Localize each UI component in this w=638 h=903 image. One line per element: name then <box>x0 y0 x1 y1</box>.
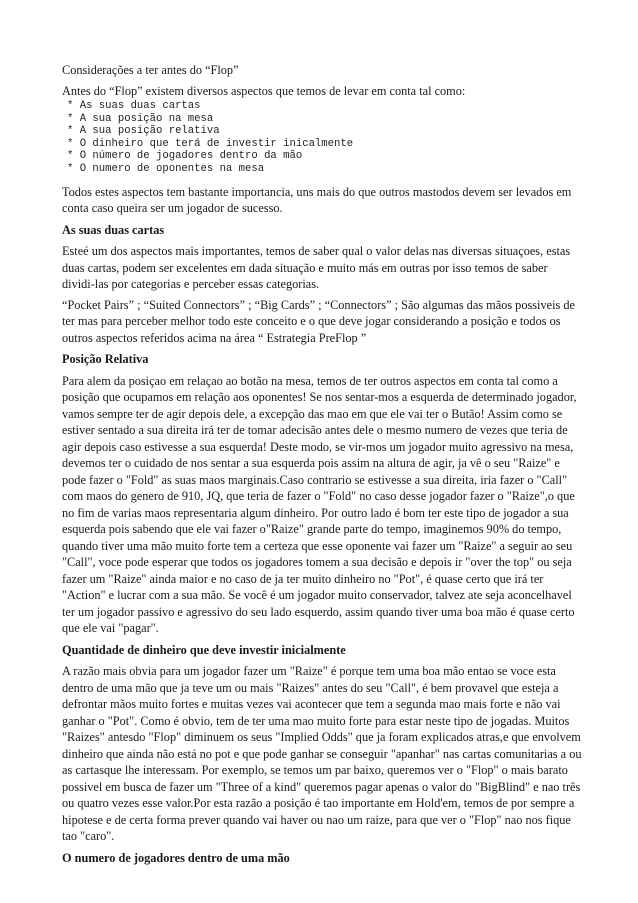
list-item: * As suas duas cartas <box>67 100 201 112</box>
list-item: * A sua posição relativa <box>67 125 220 138</box>
aspects-paragraph: Todos estes aspectos tem bastante importancia, uns mais do que outros mastodos devem ser levados em conta caso queira ser um jogador de sucesso. <box>62 184 572 216</box>
heading-relative-position: Posição Relativa <box>62 352 149 367</box>
cards-paragraph-1: Esteé um dos aspectos mais importantes, temos de saber qual o valor delas nas diversas situaçoes, estas duas cartas, podem ser excelentes em dada situação e muito más em outras por isso temos de saber dividi-las por categorias e perceber essas categorias. <box>62 244 571 292</box>
list-item: * O número de jogadores dentro da mão <box>67 150 303 163</box>
document-page <box>62 62 582 871</box>
aspects-list <box>67 100 582 176</box>
list-item: * O numero de oponentes na mesa <box>67 162 265 175</box>
list-item: * O dinheiro que terá de investir inicalmente <box>67 137 354 150</box>
document-title: Considerações a ter antes do “Flop” <box>62 63 239 77</box>
cards-paragraph-2: “Pocket Pairs” ; “Suited Connectors” ; “Big Cards” ; “Connectors” ; São algumas das mãos possiveis de ter mas para perceber melhor todo este conceito e o que deve jogar considerando a posição e todos os outros aspectos referidos acima na área “ Estrategia PreFlop ” <box>62 297 575 345</box>
heading-money: Quantidade de dinheiro que deve investir inicialmente <box>62 642 346 657</box>
intro-paragraph: Antes do “Flop” existem diversos aspectos que temos de levar em conta tal como: <box>62 83 466 98</box>
position-paragraph: Para alem da posiçao em relaçao ao botão na mesa, temos de ter outros aspectos em conta tal como a posição que ocupamos em relação aos oponentes! Se nos sentar-mos a esquerda de determinado jogador, vamos sempre ter de agir depois dele, a excepção das mao em que ele vai ter o Butão! Assim como se estiver sentado a sua direita irá ter de tomar adecisão antes dele o mesmo numero de vezes que teria de agir depois caso estivesse a sua esquerda! Deste modo, se vir-mos um jogador muito agressivo na mesa, devemos ter o cuidado de nos sentar a sua esquerda pois assim na altura de agir, ja vê o seu "Raize" e pode fazer o "Fold" as suas maos marginais.Caso contrario se estivesse a sua direita, iria fazer o "Call" com maos do genero de 910, JQ, que teria de fazer o "Fold" no caso desse jogador fazer o "Raize",o que no fim de varias maos representaria algum dinheiro. Por outro lado é bom ter este tipo de jogador a sua esquerda pois sabendo que ele vai fazer o"Raize" grande parte do tempo, imaginemos 90% do tempo, quando tiver uma mão muito forte tem a certeza que esse oponente vai fazer um "Raize" a seguir ao seu "Call", voce pode esperar que todos os jogadores tomem a sua decisão e depois ir "over the top" ou seja fazer um "Raize" ainda maior e no caso de ja ter muito dinheiro no "Pot", é quase certo que irá ter "Action" e lucrar com a sua mão. Se você é um jogador muito conservador, talvez ate seja aconcelhavel ter um jogador passivo e agressivo do seu lado esquerdo, assim quando tiver uma boa mão é quase certo que ele vai "pagar". <box>62 373 577 636</box>
heading-players: O numero de jogadores dentro de uma mão <box>62 850 290 865</box>
list-item: * A sua posição na mesa <box>67 112 214 125</box>
money-paragraph: A razão mais obvia para um jogador fazer um "Raize" é porque tem uma boa mão entao se voce esta dentro de uma mão que ja teve um ou mais "Raizes" antes do seu "Call", é bem provavel que esteja a defrontar mãos muito fortes e muitas vezes vai acontecer que tem a segunda mao mais forte e não vai ganhar o "Pot". Como é obvio, tem de ter uma mao muito forte para estar neste tipo de jogadas. Muitos "Raizes" antesdo "Flop" diminuem os seus "Implied Odds" que ja foram explicados atras,e que envolvem dinheiro que ainda não está no pot e que pode ganhar se conseguir "apanhar" nas cartas comunitarias a ou as cartasque lhe interessam. Por exemplo, se temos um par baixo, queremos ver o "Flop" o mais barato possivel em busca de fazer um "Three of a kind" queremos pagar apenas o valor do "BigBlind" e nao três ou quatro vezes esse valor.Por esta razão a posição é tao importante em Hold'em, temos de por sempre a hipotese e de certa forma prever quando vai haver ou nao um raize, para que ver o "Flop" nao nos fique tao "caro". <box>62 664 582 844</box>
heading-cards: As suas duas cartas <box>62 222 165 237</box>
